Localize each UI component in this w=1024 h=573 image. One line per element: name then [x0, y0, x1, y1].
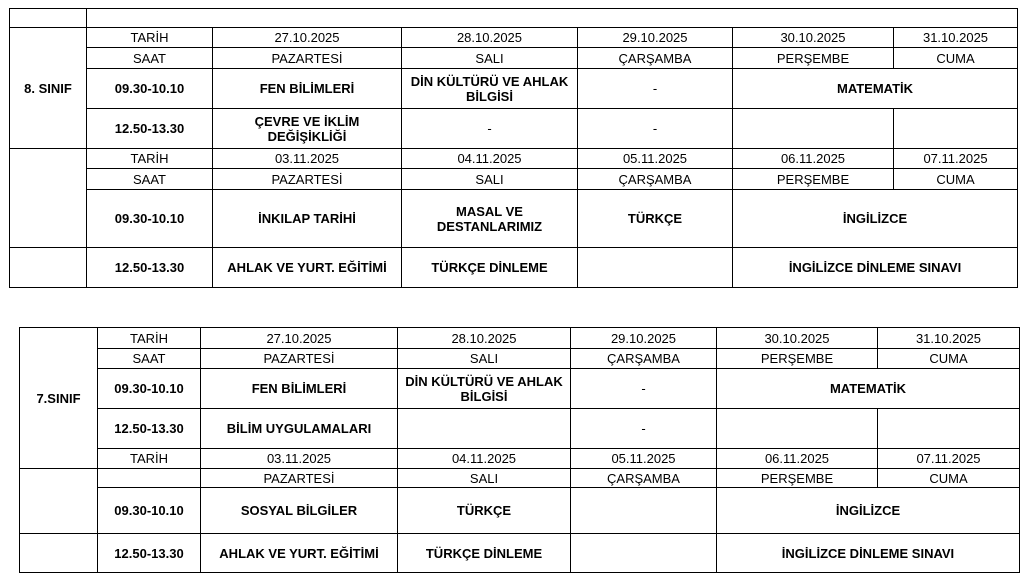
exam-cell: DİN KÜLTÜRÜ VE AHLAK BİLGİSİ [402, 69, 578, 109]
time-cell: 09.30-10.10 [87, 69, 213, 109]
saat-spacer-cell [98, 469, 201, 488]
exam-cell [578, 248, 733, 288]
day-cell: PAZARTESİ [201, 469, 398, 488]
slot-row [20, 488, 1020, 534]
exam-cell: İNGİLİZCE [733, 190, 1018, 248]
date-cell: 29.10.2025 [571, 328, 717, 349]
date-cell: 28.10.2025 [402, 28, 578, 48]
day-cell: CUMA [878, 349, 1020, 369]
exam-cell [717, 409, 878, 449]
grade-7-schedule-table [19, 327, 1020, 573]
day-cell: PERŞEMBE [717, 469, 878, 488]
day-cell: ÇARŞAMBA [578, 169, 733, 190]
grade-spacer-cell [10, 149, 87, 248]
time-cell: 12.50-13.30 [98, 409, 201, 449]
day-cell: PERŞEMBE [733, 169, 894, 190]
exam-cell: AHLAK VE YURT. EĞİTİMİ [201, 534, 398, 573]
slot-row [10, 69, 1018, 109]
blank-header-row [10, 9, 1018, 28]
day-cell: PAZARTESİ [213, 48, 402, 69]
day-cell: PAZARTESİ [213, 169, 402, 190]
exam-cell: İNGİLİZCE DİNLEME SINAVI [733, 248, 1018, 288]
blank-header-cell [87, 9, 1018, 28]
time-cell: 09.30-10.10 [87, 190, 213, 248]
day-cell: SALI [398, 469, 571, 488]
day-row [20, 349, 1020, 369]
saat-label: SAAT [98, 349, 201, 369]
day-cell: PAZARTESİ [201, 349, 398, 369]
date-cell: 03.11.2025 [213, 149, 402, 169]
exam-cell: DİN KÜLTÜRÜ VE AHLAK BİLGİSİ [398, 369, 571, 409]
date-cell: 04.11.2025 [402, 149, 578, 169]
corner-cell [10, 9, 87, 28]
tarih-label: TARİH [98, 328, 201, 349]
exam-cell: İNGİLİZCE DİNLEME SINAVI [717, 534, 1020, 573]
exam-cell: FEN BİLİMLERİ [213, 69, 402, 109]
date-cell: 30.10.2025 [733, 28, 894, 48]
exam-cell: - [571, 369, 717, 409]
exam-cell [571, 534, 717, 573]
date-cell: 04.11.2025 [398, 449, 571, 469]
date-row [20, 328, 1020, 349]
exam-cell: FEN BİLİMLERİ [201, 369, 398, 409]
slot-row [20, 534, 1020, 573]
exam-cell [894, 109, 1018, 149]
tarih-label: TARİH [98, 449, 201, 469]
exam-cell: SOSYAL BİLGİLER [201, 488, 398, 534]
date-row [10, 149, 1018, 169]
date-cell: 07.11.2025 [894, 149, 1018, 169]
slot-row [20, 369, 1020, 409]
exam-cell [398, 409, 571, 449]
slot-row [10, 248, 1018, 288]
tarih-label: TARİH [87, 28, 213, 48]
exam-cell [571, 488, 717, 534]
exam-cell [878, 409, 1020, 449]
date-cell: 27.10.2025 [213, 28, 402, 48]
day-cell: CUMA [894, 169, 1018, 190]
time-cell: 09.30-10.10 [98, 369, 201, 409]
date-cell: 28.10.2025 [398, 328, 571, 349]
day-row [10, 169, 1018, 190]
grade-label: 8. SINIF [10, 28, 87, 149]
saat-label: SAAT [87, 48, 213, 69]
date-cell: 05.11.2025 [578, 149, 733, 169]
grade-label: 7.SINIF [20, 328, 98, 469]
time-cell: 12.50-13.30 [87, 248, 213, 288]
date-row [10, 28, 1018, 48]
exam-cell: - [578, 109, 733, 149]
day-cell: SALI [402, 169, 578, 190]
slot-row [10, 109, 1018, 149]
grade-spacer-cell [20, 534, 98, 573]
exam-cell: TÜRKÇE DİNLEME [402, 248, 578, 288]
exam-cell: MASAL VE DESTANLARIMIZ [402, 190, 578, 248]
exam-cell: - [402, 109, 578, 149]
exam-cell: AHLAK VE YURT. EĞİTİMİ [213, 248, 402, 288]
day-cell: ÇARŞAMBA [571, 469, 717, 488]
date-cell: 06.11.2025 [717, 449, 878, 469]
day-cell: PERŞEMBE [733, 48, 894, 69]
exam-cell: - [578, 69, 733, 109]
exam-cell: MATEMATİK [717, 369, 1020, 409]
exam-cell: İNKILAP TARİHİ [213, 190, 402, 248]
day-cell: SALI [402, 48, 578, 69]
date-cell: 07.11.2025 [878, 449, 1020, 469]
day-cell: SALI [398, 349, 571, 369]
exam-cell: BİLİM UYGULAMALARI [201, 409, 398, 449]
exam-cell: ÇEVRE VE İKLİM DEĞİŞİKLİĞİ [213, 109, 402, 149]
grade-8-schedule-table [9, 8, 1018, 288]
date-cell: 06.11.2025 [733, 149, 894, 169]
exam-cell [733, 109, 894, 149]
day-cell: CUMA [878, 469, 1020, 488]
tarih-label: TARİH [87, 149, 213, 169]
slot-row [10, 190, 1018, 248]
day-cell: PERŞEMBE [717, 349, 878, 369]
day-cell: ÇARŞAMBA [578, 48, 733, 69]
exam-cell: İNGİLİZCE [717, 488, 1020, 534]
date-cell: 31.10.2025 [878, 328, 1020, 349]
time-cell: 12.50-13.30 [87, 109, 213, 149]
exam-cell: TÜRKÇE DİNLEME [398, 534, 571, 573]
day-cell: ÇARŞAMBA [571, 349, 717, 369]
grade-spacer-cell [10, 248, 87, 288]
date-cell: 30.10.2025 [717, 328, 878, 349]
exam-cell: TÜRKÇE [398, 488, 571, 534]
date-cell: 03.11.2025 [201, 449, 398, 469]
date-row [20, 449, 1020, 469]
time-cell: 12.50-13.30 [98, 534, 201, 573]
date-cell: 05.11.2025 [571, 449, 717, 469]
date-cell: 27.10.2025 [201, 328, 398, 349]
day-row [20, 469, 1020, 488]
exam-cell: - [571, 409, 717, 449]
exam-cell: TÜRKÇE [578, 190, 733, 248]
time-cell: 09.30-10.10 [98, 488, 201, 534]
saat-label: SAAT [87, 169, 213, 190]
grade-spacer-cell [20, 469, 98, 534]
date-cell: 31.10.2025 [894, 28, 1018, 48]
date-cell: 29.10.2025 [578, 28, 733, 48]
day-cell: CUMA [894, 48, 1018, 69]
day-row [10, 48, 1018, 69]
slot-row [20, 409, 1020, 449]
exam-cell: MATEMATİK [733, 69, 1018, 109]
